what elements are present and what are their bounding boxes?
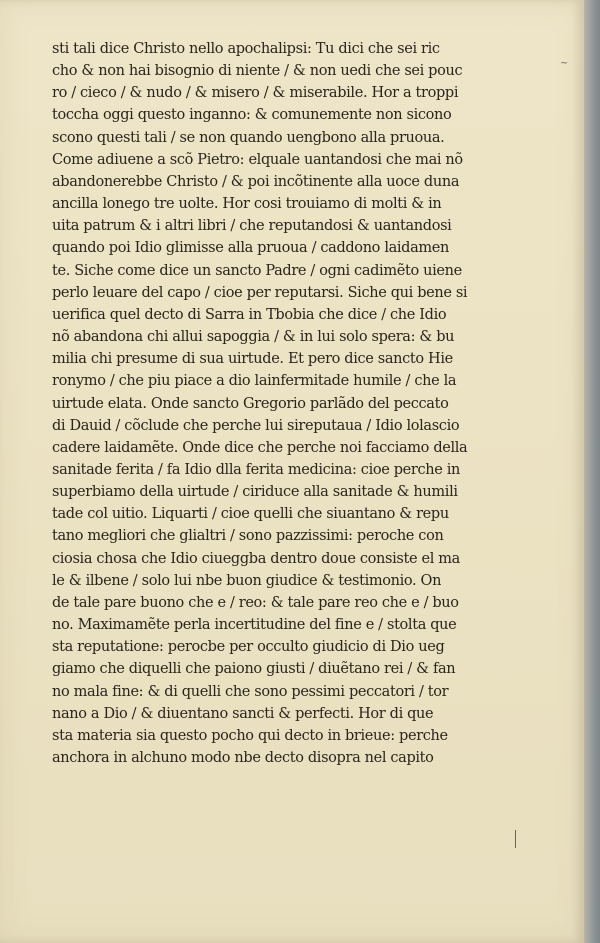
body-text: [52, 38, 492, 769]
text-line: superbiamo della uirtude / ciriduce alla sanitade & humili: [52, 484, 458, 501]
text-line: le & ilbene / solo lui nbe buon giudice & testimonio. On: [52, 572, 442, 589]
text-line: te. Siche come dice un sancto Padre / ogni cadimẽto uiene: [52, 262, 462, 279]
text-line: toccha oggi questo inganno: & comunemente non sicono: [52, 107, 452, 124]
text-line: ciosia chosa che Idio ciueggba dentro doue consiste el ma: [52, 550, 460, 567]
text-line: di Dauid / cõclude che perche lui sireputaua / Idio lolascio: [52, 417, 460, 434]
text-line: sta materia sia questo pocho qui decto in brieue: perche: [52, 727, 448, 744]
text-line: uerifica quel decto di Sarra in Tbobia che dice / che Idio: [52, 306, 447, 323]
text-line: anchora in alchuno modo nbe decto disopra nel capito: [52, 750, 434, 766]
text-line: no. Maximamẽte perla incertitudine del fine e / stolta que: [52, 617, 457, 634]
text-line: ronymo / che piu piace a dio lainfermitade humile / che la: [52, 373, 457, 390]
margin-mark: ~: [560, 58, 569, 69]
text-line: cadere laidamẽte. Onde dice che perche noi facciamo della: [52, 439, 468, 456]
text-line: de tale pare buono che e / reo: & tale pare reo che e / buo: [52, 594, 459, 611]
text-line: giamo che diquelli che paiono giusti / diuẽtano rei / & fan: [52, 661, 456, 678]
text-line: ancilla lonego tre uolte. Hor cosi trouiamo di molti & in: [52, 196, 442, 213]
text-line: nano a Dio / & diuentano sancti & perfecti. Hor di que: [52, 705, 434, 722]
text-line: no mala fine: & di quelli che sono pessimi peccatori / tor: [52, 683, 449, 700]
text-line: milia chi presume di sua uirtude. Et pero dice sancto Hie: [52, 351, 453, 368]
text-line: sta reputatione: perocbe per occulto giudicio di Dio ueg: [52, 639, 445, 656]
text-line: tano megliori che glialtri / sono pazzissimi: peroche con: [52, 528, 444, 545]
text-line: quando poi Idio glimisse alla pruoua / caddono laidamen: [52, 240, 450, 257]
page-edge-background: [584, 0, 600, 943]
text-line: perlo leuare del capo / cioe per reputarsi. Siche qui bene si: [52, 284, 468, 301]
text-line: cho & non hai bisognio di niente / & non uedi che sei pouc: [52, 63, 463, 80]
text-line: sti tali dice Christo nello apochalipsi: Tu dici che sei ric: [52, 41, 440, 57]
text-line: scono questi tali / se non quando uengbono alla pruoua.: [52, 129, 445, 146]
margin-tick: [515, 830, 516, 848]
text-line: tade col uitio. Liquarti / cioe quelli che siuantano & repu: [52, 506, 449, 523]
text-line: uita patrum & i altri libri / che reputandosi & uantandosi: [52, 218, 452, 235]
text-line: uirtude elata. Onde sancto Gregorio parlãdo del peccato: [52, 395, 449, 412]
text-line: ro / cieco / & nudo / & misero / & miserabile. Hor a troppi: [52, 85, 459, 102]
text-line: Come adiuene a scõ Pietro: elquale uantandosi che mai nõ: [52, 151, 463, 168]
text-line: abandonerebbe Christo / & poi incõtinente alla uoce duna: [52, 173, 460, 190]
text-line: sanitade ferita / fa Idio dlla ferita medicina: cioe perche in: [52, 461, 460, 478]
text-line: nõ abandona chi allui sapoggia / & in lui solo spera: & bu: [52, 329, 455, 346]
